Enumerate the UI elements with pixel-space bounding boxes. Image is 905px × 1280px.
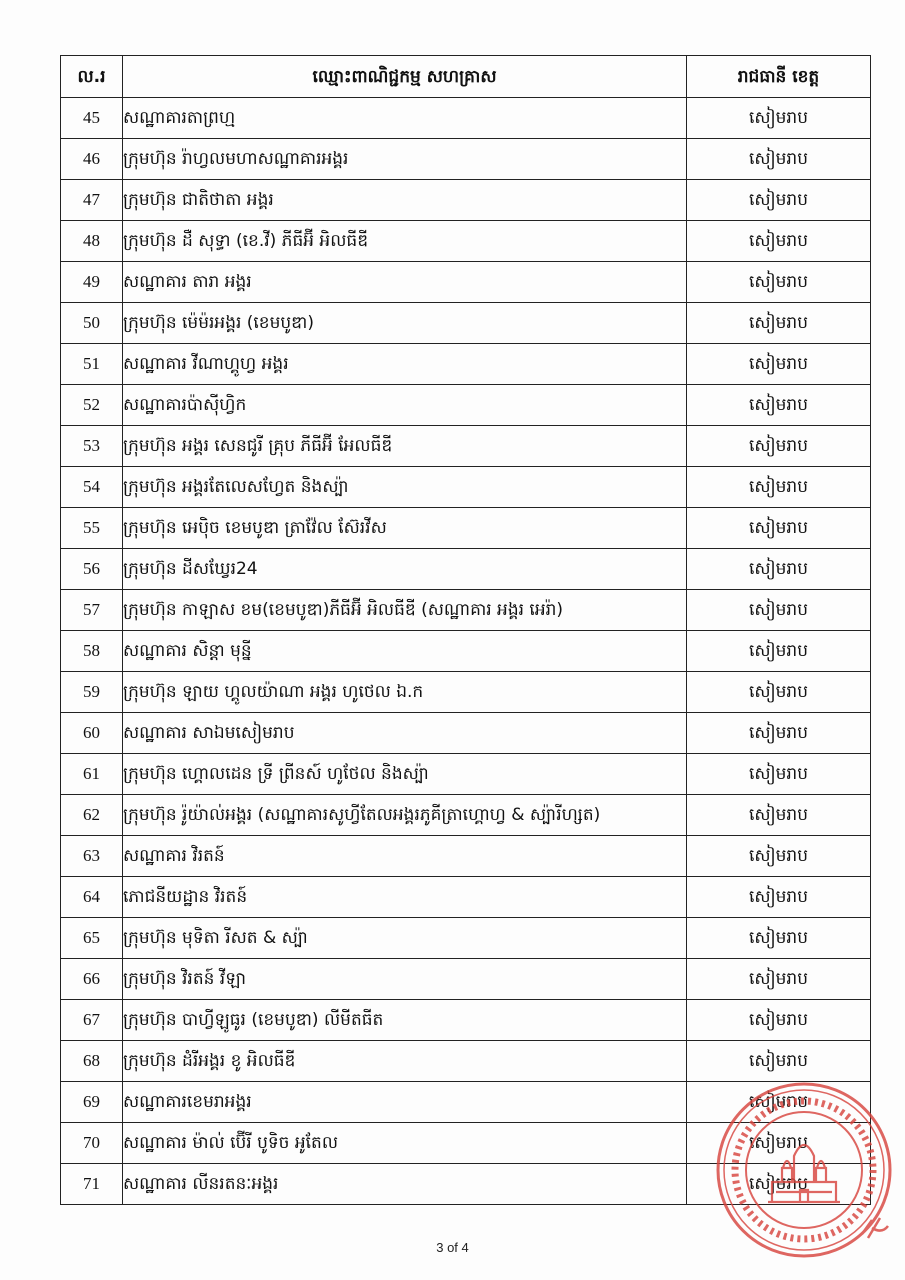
row-number: 52 (61, 385, 123, 426)
row-number: 51 (61, 344, 123, 385)
province-name: សៀមរាប (687, 508, 871, 549)
row-number: 59 (61, 672, 123, 713)
enterprise-name: សណ្ឋាគារខេមរាអង្គរ (123, 1082, 687, 1123)
enterprise-name: ក្រុមហ៊ុន ជាតិថាតា អង្គរ (123, 180, 687, 221)
row-number: 68 (61, 1041, 123, 1082)
province-name: សៀមរាប (687, 959, 871, 1000)
table-row (61, 1123, 871, 1164)
table-row (61, 426, 871, 467)
enterprise-name: ក្រុមហ៊ុន បាហ្វីឡូធូរ (ខេមបូឌា) លីមីតធីត (123, 1000, 687, 1041)
table-row (61, 877, 871, 918)
table-row (61, 221, 871, 262)
province-name: សៀមរាប (687, 98, 871, 139)
province-name: សៀមរាប (687, 1000, 871, 1041)
province-name: សៀមរាប (687, 221, 871, 262)
enterprise-name: ក្រុមហ៊ុន អេប៉ិច ខេមបូឌា ត្រាវ៉ែល ស៊ែរវីស (123, 508, 687, 549)
row-number: 58 (61, 631, 123, 672)
table-row (61, 631, 871, 672)
row-number: 56 (61, 549, 123, 590)
table-row (61, 1000, 871, 1041)
row-number: 55 (61, 508, 123, 549)
province-name: សៀមរាប (687, 139, 871, 180)
province-name: សៀមរាប (687, 467, 871, 508)
enterprise-name: ក្រុមហ៊ុន ដំរីអង្គរ ខូ អិលធីឌី (123, 1041, 687, 1082)
enterprise-name: ក្រុមហ៊ុន ឡាយ ហ្គូលយ៉ាណា អង្គរ ហូថេល ឯ.ក (123, 672, 687, 713)
table-row (61, 98, 871, 139)
enterprise-name: ក្រុមហ៊ុន វិរតន៍ វីឡា (123, 959, 687, 1000)
enterprise-name: សណ្ឋាគារប៉ាស៊ីហ្វិក (123, 385, 687, 426)
enterprise-name: ក្រុមហ៊ុន អង្គរ សេនជូរី គ្រុប ភីធីអ៊ី អែលធីឌី (123, 426, 687, 467)
table-row (61, 713, 871, 754)
table-row (61, 508, 871, 549)
page-number: 3 of 4 (436, 1240, 469, 1255)
enterprise-name: ក្រុមហ៊ុន កាឡាស ខម(ខេមបូឌា)ភីធីអ៊ី អិលធីឌី (សណ្ឋាគារ អង្គរ អេរ៉ា) (123, 590, 687, 631)
row-number: 63 (61, 836, 123, 877)
province-name: សៀមរាប (687, 426, 871, 467)
row-number: 54 (61, 467, 123, 508)
enterprise-name: សណ្ឋាគារ តារា អង្គរ (123, 262, 687, 303)
table-row (61, 1041, 871, 1082)
row-number: 64 (61, 877, 123, 918)
header-enterprise-name: ឈ្មោះពាណិជ្ជកម្ម សហគ្រាស (123, 56, 687, 98)
row-number: 46 (61, 139, 123, 180)
table-row (61, 795, 871, 836)
enterprise-name: ក្រុមហ៊ុន ដីសឃ្វែរ24 (123, 549, 687, 590)
enterprise-name: សណ្ឋាគារ សាឯមសៀមរាប (123, 713, 687, 754)
table-row (61, 385, 871, 426)
enterprise-name: សណ្ឋាគារ សិន្តា មុន្នី (123, 631, 687, 672)
table-header-row (61, 56, 871, 98)
row-number: 45 (61, 98, 123, 139)
province-name: សៀមរាប (687, 303, 871, 344)
enterprise-name: សណ្ឋាគារ ម៉ាល់ ប៊ើរី បូទិច អូតែល (123, 1123, 687, 1164)
row-number: 69 (61, 1082, 123, 1123)
province-name: សៀមរាប (687, 262, 871, 303)
table-row (61, 1082, 871, 1123)
header-province: រាជធានី ខេត្ត (687, 56, 871, 98)
table-row (61, 344, 871, 385)
row-number: 66 (61, 959, 123, 1000)
province-name: សៀមរាប (687, 1041, 871, 1082)
province-name: សៀមរាប (687, 918, 871, 959)
table-row (61, 754, 871, 795)
enterprise-name: ក្រុមហ៊ុន អង្គរតែលេសហ្វែត និងស្ប៉ា (123, 467, 687, 508)
table-row (61, 836, 871, 877)
table-body (61, 98, 871, 1205)
province-name: សៀមរាប (687, 631, 871, 672)
row-number: 53 (61, 426, 123, 467)
row-number: 48 (61, 221, 123, 262)
row-number: 70 (61, 1123, 123, 1164)
row-number: 49 (61, 262, 123, 303)
province-name: សៀមរាប (687, 672, 871, 713)
row-number: 71 (61, 1164, 123, 1205)
enterprise-name: ក្រុមហ៊ុន រ៉ាហ្វលមហាសណ្ឋាគារអង្គរ (123, 139, 687, 180)
row-number: 57 (61, 590, 123, 631)
table-row (61, 959, 871, 1000)
province-name: សៀមរាប (687, 836, 871, 877)
table-row (61, 918, 871, 959)
row-number: 65 (61, 918, 123, 959)
enterprise-name: ក្រុមហ៊ុន ហ្គោលដេន ទ្រី ព្រីនស៍ ហូថែល និងស្ប៉ា (123, 754, 687, 795)
table-row (61, 1164, 871, 1205)
enterprise-table (60, 55, 871, 1205)
province-name: សៀមរាប (687, 795, 871, 836)
enterprise-name: សណ្ឋាគារ លីនរតនៈអង្គរ (123, 1164, 687, 1205)
province-name: សៀមរាប (687, 877, 871, 918)
province-name: សៀមរាប (687, 1123, 871, 1164)
province-name: សៀមរាប (687, 1082, 871, 1123)
row-number: 61 (61, 754, 123, 795)
table-row (61, 303, 871, 344)
enterprise-name: សណ្ឋាគារ វិរតន៍ (123, 836, 687, 877)
table-row (61, 467, 871, 508)
enterprise-name: ក្រុមហ៊ុន ម៉េម៉រអង្គរ (ខេមបូឌា) (123, 303, 687, 344)
table-row (61, 139, 871, 180)
table-row (61, 672, 871, 713)
table-row (61, 549, 871, 590)
province-name: សៀមរាប (687, 590, 871, 631)
enterprise-name: ក្រុមហ៊ុន រ៉ូយ៉ាល់អង្គរ (សណ្ឋាគារសូហ្វីតែលអង្គរភូគីត្រាហ្គោហ្វ & ស្ប៉ារីហ្សត) (123, 795, 687, 836)
header-number: ល.រ (61, 56, 123, 98)
enterprise-name: ភោជនីយដ្ឋាន វិរតន៍ (123, 877, 687, 918)
table-row (61, 180, 871, 221)
table-row (61, 590, 871, 631)
row-number: 67 (61, 1000, 123, 1041)
enterprise-name: ក្រុមហ៊ុន មុទិតា រីសត & ស្ប៉ា (123, 918, 687, 959)
row-number: 50 (61, 303, 123, 344)
province-name: សៀមរាប (687, 1164, 871, 1205)
row-number: 60 (61, 713, 123, 754)
province-name: សៀមរាប (687, 549, 871, 590)
province-name: សៀមរាប (687, 180, 871, 221)
table-row (61, 262, 871, 303)
enterprise-name: ក្រុមហ៊ុន ដឺ សុទ្ធា (ខេ.វី) ភីធីអ៊ី អិលធីឌី (123, 221, 687, 262)
enterprise-name: សណ្ឋាគារ វីណាហ្គូហ្វ អង្គរ (123, 344, 687, 385)
province-name: សៀមរាប (687, 713, 871, 754)
row-number: 47 (61, 180, 123, 221)
enterprise-name: សណ្ឋាគារតាព្រហ្ម (123, 98, 687, 139)
province-name: សៀមរាប (687, 385, 871, 426)
row-number: 62 (61, 795, 123, 836)
province-name: សៀមរាប (687, 344, 871, 385)
province-name: សៀមរាប (687, 754, 871, 795)
